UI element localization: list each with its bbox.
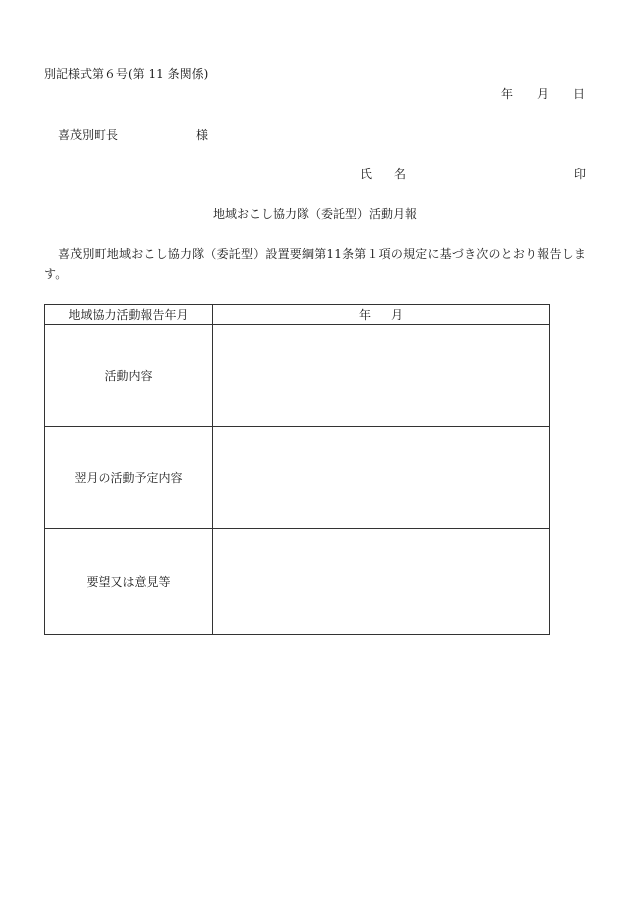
requests-opinions-field[interactable] xyxy=(213,529,550,635)
activity-content-field[interactable] xyxy=(213,325,550,427)
addressee xyxy=(58,127,208,143)
document-title: 地域おこし協力隊（委託型）活動月報 xyxy=(212,207,417,221)
report-month-label: 月 xyxy=(391,308,404,322)
report-period-field[interactable] xyxy=(213,305,550,325)
table-row xyxy=(45,427,550,529)
requests-opinions-label: 要望又は意見等 xyxy=(45,529,213,635)
next-month-plan-label: 翌月の活動予定内容 xyxy=(45,427,213,529)
activity-content-label: 活動内容 xyxy=(45,325,213,427)
body-text: 喜茂別町地域おこし協力隊（委託型）設置要綱第11条第１項の規定に基づき次のとおり報告します。 xyxy=(44,247,587,281)
report-period-label: 地域協力活動報告年月 xyxy=(45,305,213,325)
report-year-label: 年 xyxy=(358,308,371,322)
form-number: 別記様式第６号(第 11 条関係) xyxy=(44,67,209,81)
name-label-1: 氏 xyxy=(360,167,373,181)
date-year-label: 年 xyxy=(500,87,513,101)
date-month-label: 月 xyxy=(536,87,549,101)
addressee-honorific: 様 xyxy=(196,128,209,142)
date-line xyxy=(501,86,585,102)
table-row xyxy=(45,325,550,427)
signer-line xyxy=(360,166,586,182)
seal-label: 印 xyxy=(573,167,586,181)
addressee-name: 喜茂別町長 xyxy=(58,128,119,142)
table-row xyxy=(45,529,550,635)
table-header-row xyxy=(45,305,550,325)
date-day-label: 日 xyxy=(572,87,585,101)
name-label-2: 名 xyxy=(394,167,407,181)
next-month-plan-field[interactable] xyxy=(213,427,550,529)
report-table xyxy=(44,304,550,635)
